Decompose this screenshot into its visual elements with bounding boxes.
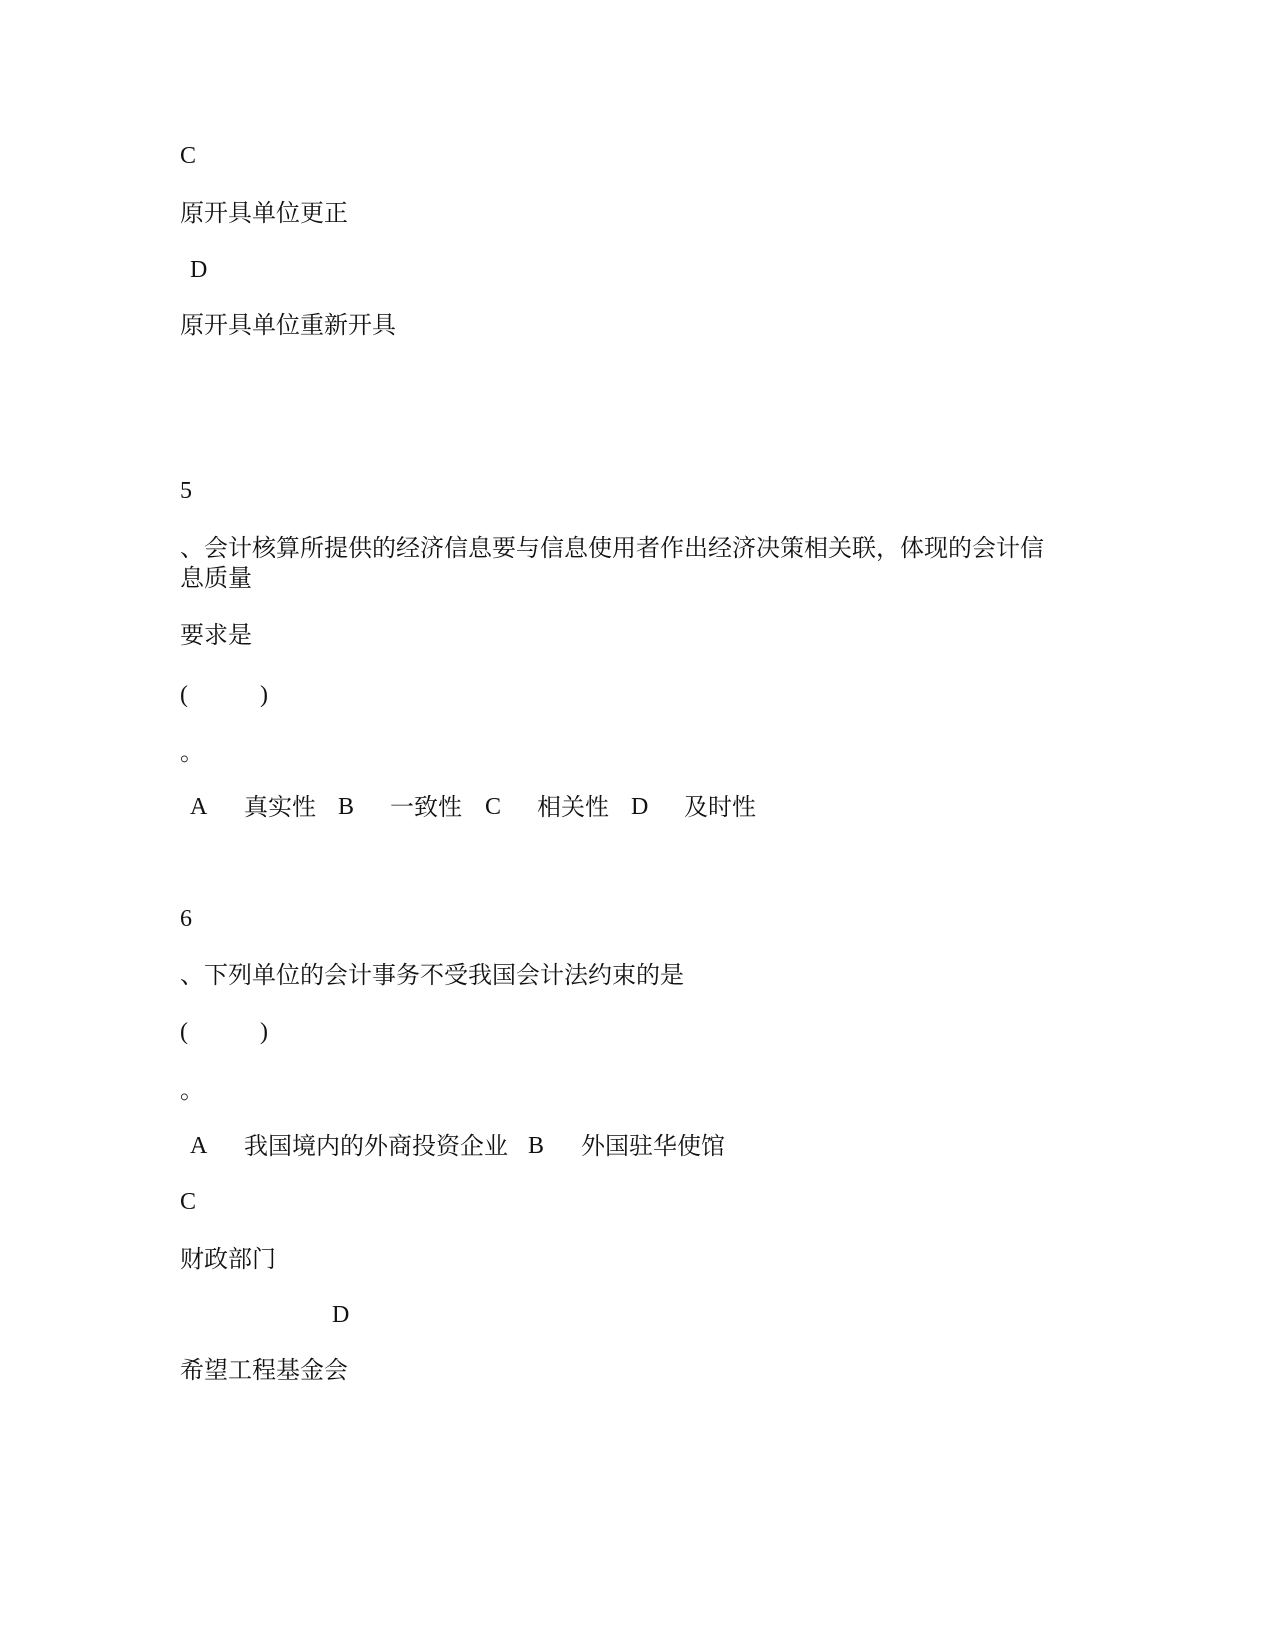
q6-answer-blank: ( ) — [180, 1019, 268, 1045]
q5-stem-line3: 要求是 — [180, 621, 252, 649]
q6-stem: 、下列单位的会计事务不受我国会计法约束的是 — [180, 961, 684, 989]
q4-option-d-letter: D — [190, 257, 208, 283]
q6-period: 。 — [180, 1076, 204, 1104]
q6-option-d-text: 希望工程基金会 — [180, 1356, 348, 1384]
q5-number: 5 — [180, 478, 192, 504]
q6-option-c-letter: C — [180, 1189, 197, 1215]
q5-option-b-letter: B — [338, 794, 355, 820]
q5-option-b-text: 一致性 — [390, 793, 462, 821]
q5-option-d-letter: D — [631, 794, 649, 820]
q6-options-row — [0, 1131, 1275, 1161]
q5-stem-line2: 息质量 — [180, 564, 252, 592]
q6-option-a-letter: A — [190, 1133, 208, 1159]
q5-option-c-text: 相关性 — [537, 793, 609, 821]
q6-option-d-letter: D — [332, 1302, 350, 1328]
q5-option-c-letter: C — [485, 794, 502, 820]
q5-stem-line1: 、会计核算所提供的经济信息要与信息使用者作出经济决策相关联，体现的会计信 — [180, 534, 1044, 562]
q4-option-c-text: 原开具单位更正 — [180, 199, 348, 227]
q4-option-c-letter: C — [180, 143, 197, 169]
q6-option-b-text: 外国驻华使馆 — [581, 1132, 725, 1160]
q5-answer-blank: ( ) — [180, 682, 268, 708]
q5-option-d-text: 及时性 — [684, 793, 756, 821]
q4-option-d-text: 原开具单位重新开具 — [180, 311, 396, 339]
q5-option-a-letter: A — [190, 794, 208, 820]
q6-option-b-letter: B — [528, 1133, 545, 1159]
q5-options-row — [0, 792, 1275, 822]
q5-option-a-text: 真实性 — [244, 793, 316, 821]
q6-option-a-text: 我国境内的外商投资企业 — [244, 1132, 508, 1160]
q6-number: 6 — [180, 906, 192, 932]
q6-option-c-text: 财政部门 — [180, 1245, 276, 1273]
q5-period: 。 — [180, 738, 204, 766]
